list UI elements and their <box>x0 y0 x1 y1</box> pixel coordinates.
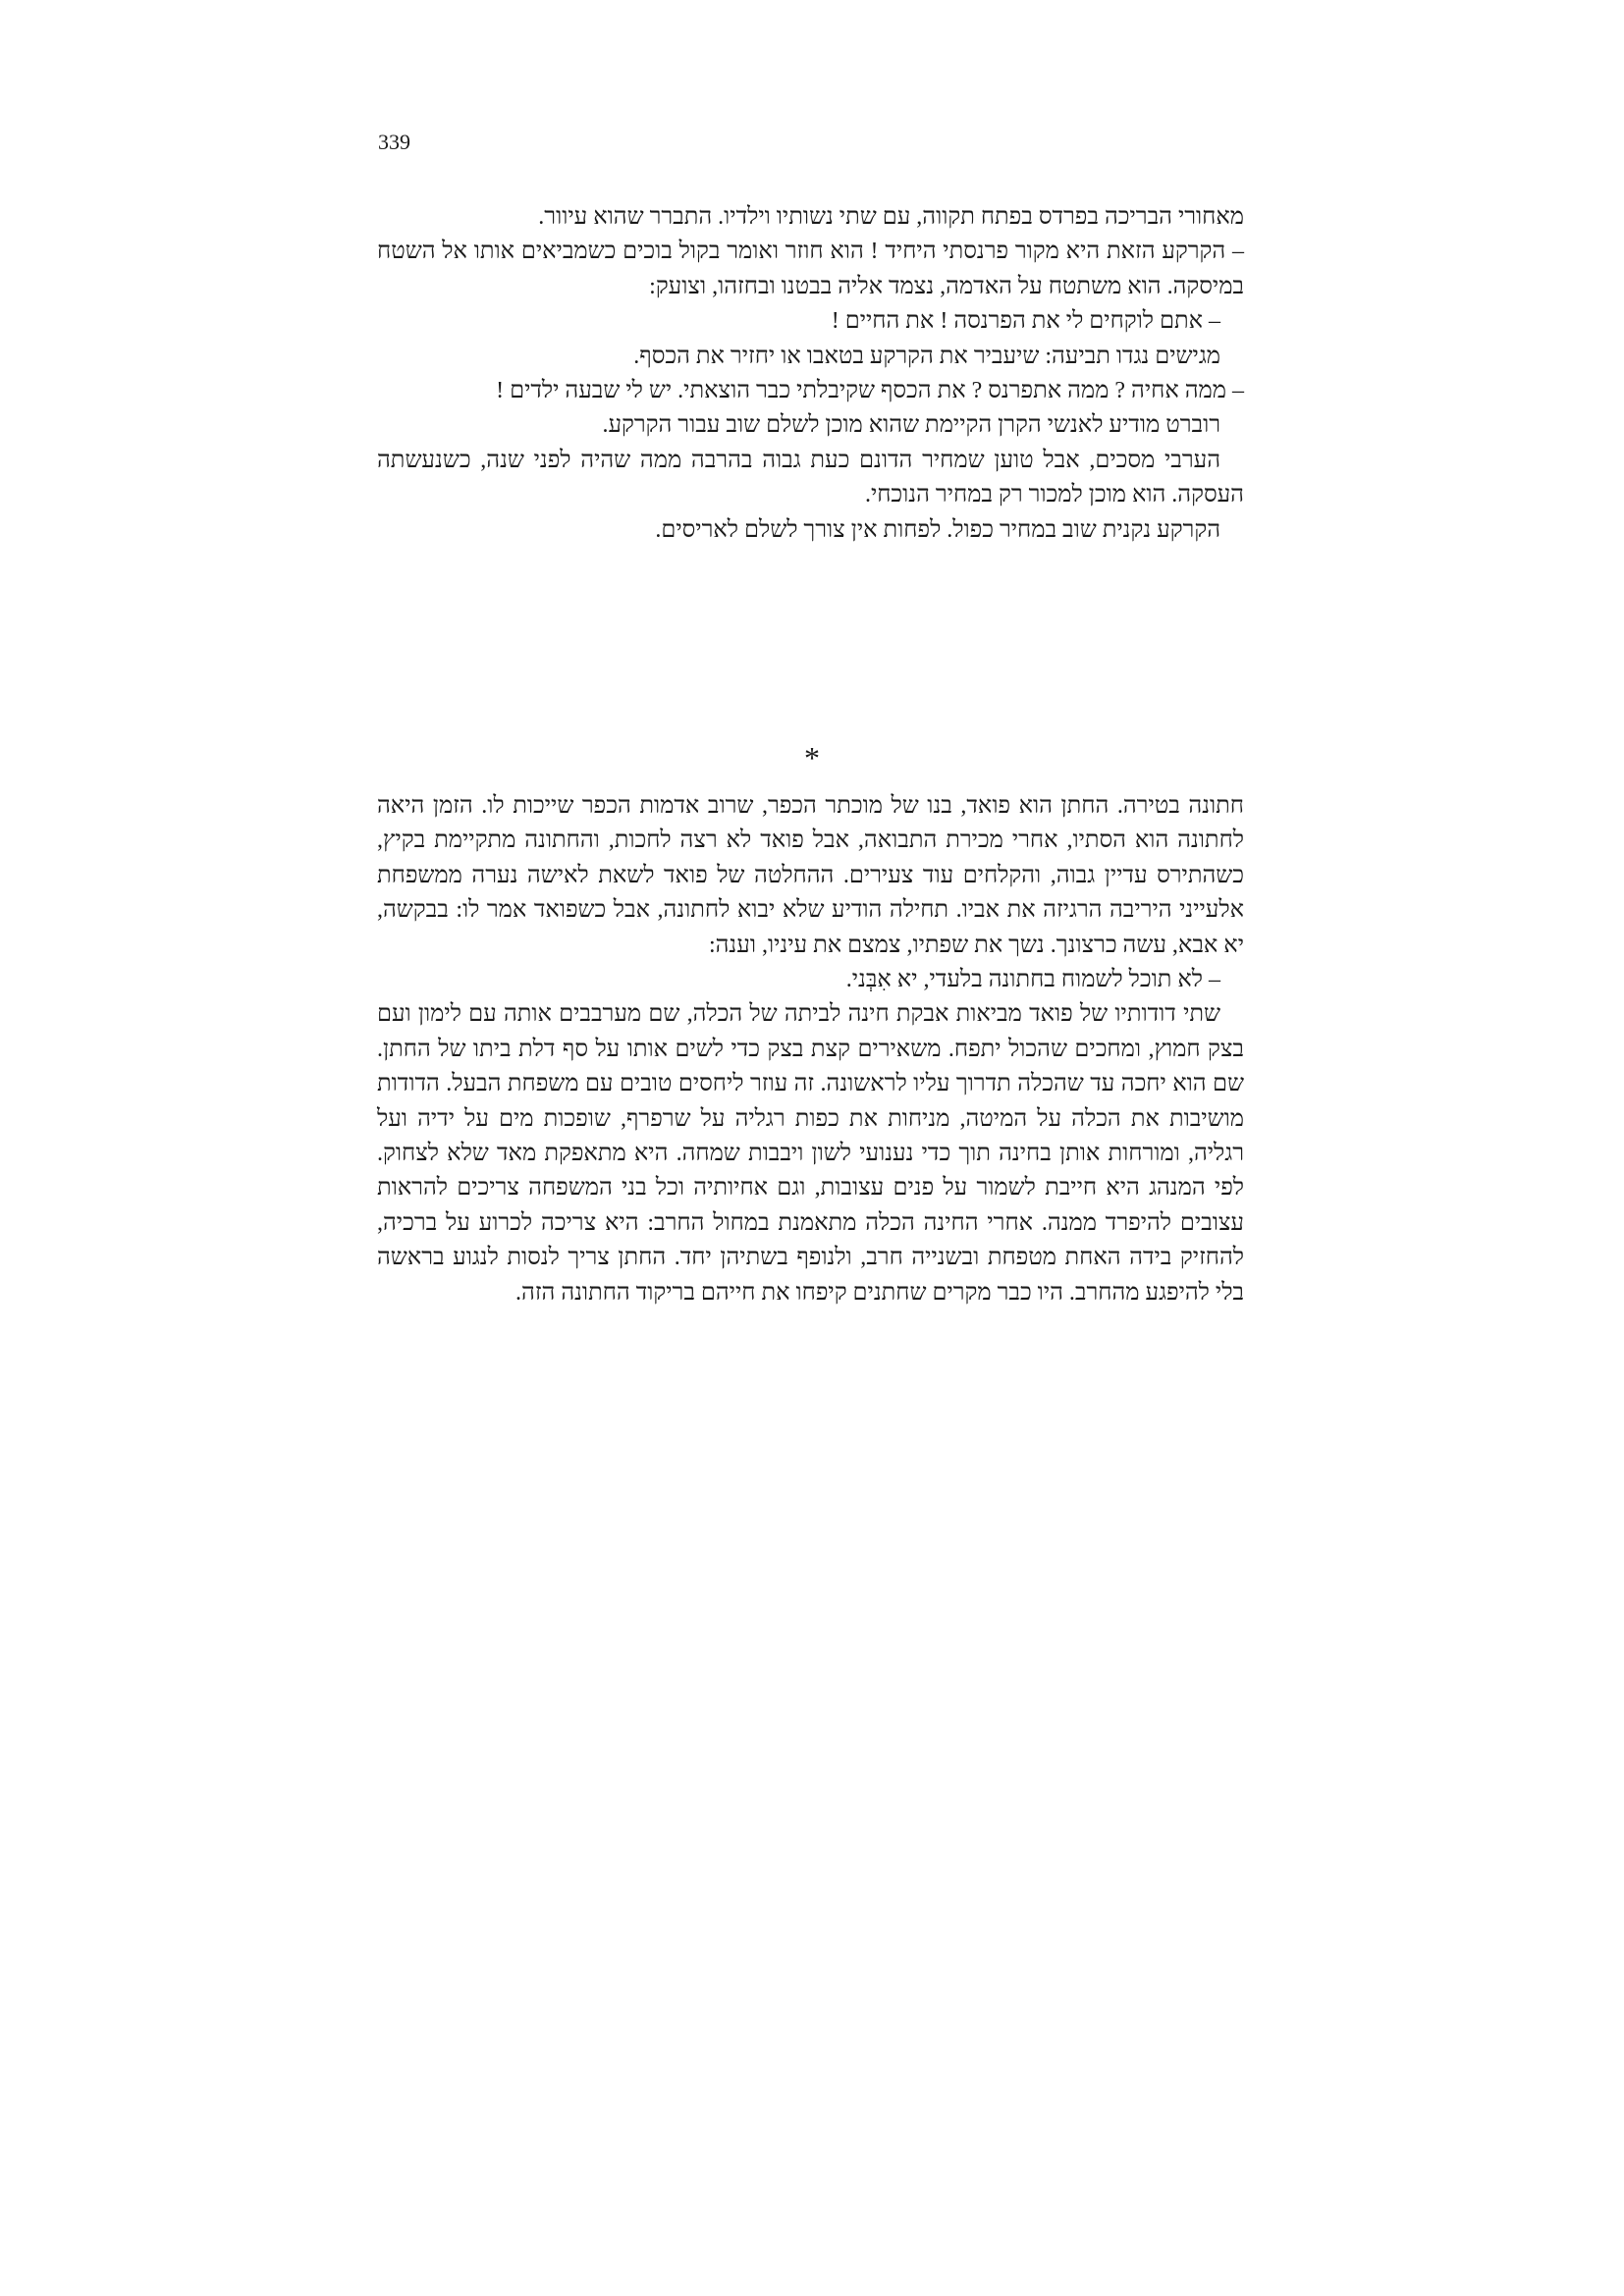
dialogue-line: – אתם לוקחים לי את הפרנסה ! את החיים ! <box>831 308 1220 335</box>
paragraph: מאחורי הבריכה בפרדס בפתח תקווה, עם שתי נשותיו וילדיו. התברר שהוא עיוור. <box>538 204 1244 230</box>
dialogue-paragraph: – הקרקע הזאת היא מקור פרנסתי היחיד ! הוא חוזר ואומר בקול בוכים כשמביאים אותו אל השטח במיסקה. הוא משתטח על האדמה, נצמד אליה בבטנו ובחזהו, וצועק: <box>377 239 1244 299</box>
paragraph: הקרקע נקנית שוב במחיר כפול. לפחות אין צורך לשלם לאריסים. <box>655 516 1220 543</box>
paragraph: הערבי מסכים, אבל טוען שמחיר הדונם כעת גבוה בהרבה ממה שהיה לפני שנה, כשנעשתה העסקה. הוא מוכן למכור רק במחיר הנוכחי. <box>377 447 1244 508</box>
paragraph: רוברט מודיע לאנשי הקרן הקיימת שהוא מוכן לשלם שוב עבור הקרקע. <box>602 412 1220 439</box>
paragraph: מגישים נגדו תביעה: שיעביר את הקרקע בטאבו או יחזיר את הכסף. <box>633 343 1220 369</box>
dialogue-paragraph: – ממה אחיה ? ממה אתפרנס ? את הכסף שקיבלתי כבר הוצאתי. יש לי שבעה ילדים ! <box>496 378 1244 404</box>
text-section-2 <box>377 789 1244 1310</box>
paragraph: חתונה בטירה. החתן הוא פואד, בנו של מוכתר הכפר, שרוב אדמות הכפר שייכות לו. הזמן היאה לחתונה הוא הסתיו, אחרי מכירת התבואה, אבל פואד לא רצה לחכות, והחתונה מתקיימת בקיץ, כשהתירס עדיין גבוה, והקלחים עוד צעירים. ההחלטה של פואד לשאת לאישה נערה ממשפחת אלעייני היריבה הרגיזה את אביו. תחילה הודיע שלא יבוא לחתונה, אבל כשפואד אמר לו: בבקשה, יא אבא, עשה כרצונך. נשך את שפתיו, צמצם את עיניו, וענה: <box>377 793 1244 958</box>
section-separator: * <box>804 740 820 775</box>
text-section-1 <box>377 200 1244 548</box>
page-number: 339 <box>378 130 410 154</box>
paragraph: שתי דודותיו של פואד מביאות אבקת חינה לביתה של הכלה, שם מערבבים אותה עם לימון ועם בצק חמוץ, ומחכים שהכול יתפח. משאירים קצת בצק כדי לשים אותו על סף דלת ביתו של החתן. שם הוא יחכה עד שהכלה תדרוך עליו לראשונה. זה עוזר ליחסים טובים עם משפחת הבעל. הדודות מושיבות את הכלה על המיטה, מניחות את כפות רגליה על שרפרף, שופכות מים על ידיה ועל רגליה, ומורחות אותן בחינה תוך כדי נענועי לשון ויבבות שמחה. היא מתאפקת מאד שלא לצחוק. לפי המנהג היא חייבת לשמור על פנים עצובות, וגם אחיותיה וכל בני המשפחה צריכים להראות עצובים להיפרד ממנה. אחרי החינה הכלה מתאמנת במחול החרב: היא צריכה לכרוע על ברכיה, להחזיק בידה האחת מטפחת ובשנייה חרב, ולנופף בשתיהן יחד. החתן צריך לנסות לנגוע בראשה בלי להיפגע מהחרב. היו כבר מקרים שחתנים קיפחו את חייהם בריקוד החתונה הזה. <box>377 1001 1244 1306</box>
dialogue-line: – לא תוכל לשמוח בחתונה בלעדי, יא אִבְּני. <box>845 967 1220 993</box>
